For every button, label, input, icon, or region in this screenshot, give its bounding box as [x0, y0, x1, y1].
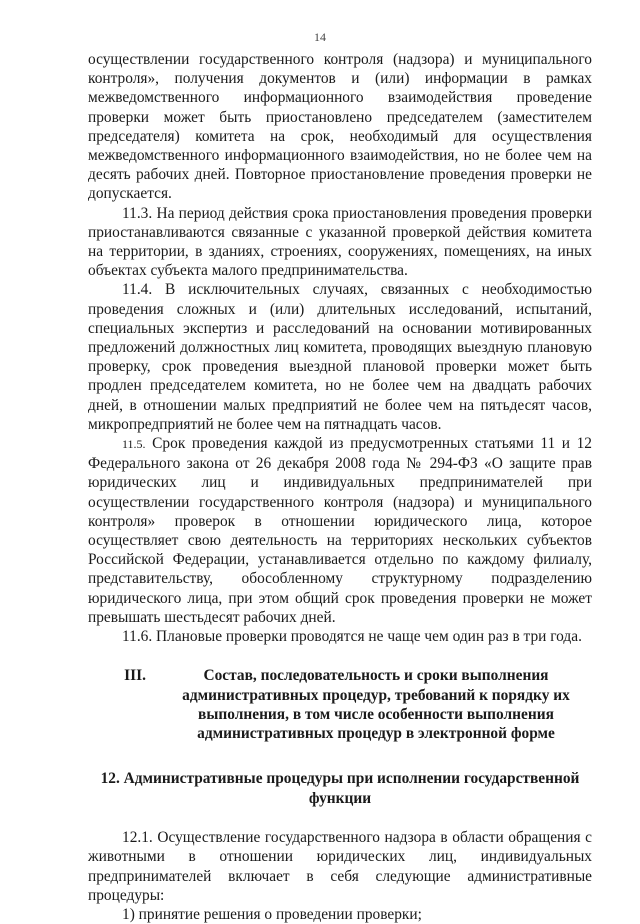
paragraph-11-5-number: 11.5. — [122, 437, 146, 452]
paragraph-continuation: осуществлении государственного контроля (надзора) и муниципального контроля», получения документов и (или) информации в рамках межведомственного информационного взаимодействия проведение проверки может быть приостановлено председателем (заместителем председателя) комитета на срок, необходимый для осуществления межведомственного информационного взаимодействия, но не более чем на десять рабочих дней. Повторное приостановление проведения проверки не допускается. — [88, 51, 592, 203]
top-spacer — [88, 30, 592, 50]
paragraph-11-5-text: Срок проведения каждой из предусмотренных статьями 11 и 12 Федерального закона от 26 декабря 2008 года № 294-ФЗ «О защите прав юридических лиц и индивидуальных предпринимателей при осуществлении государственного контроля (надзора) и муниципального контроля» проверок в отношении юридического лица, которое осуществляет свою деятельность на территориях нескольких субъектов Российской Федерации, устанавливается отдельно по каждому филиалу, представительству, обособленному структурному подразделению юридического лица, при этом общий срок проведения проверки не может превышать шестьдесят рабочих дней. — [88, 435, 592, 626]
page-number: 14 — [314, 30, 326, 44]
paragraph-11-5 — [88, 434, 592, 627]
section-iii-title: Состав, последовательность и сроки выполнения административных процедур, требований к порядку их выполнения, в том числе особенности выполнения административных процедур в электронной форме — [182, 667, 570, 742]
section-iii-roman: III. — [124, 667, 146, 685]
paragraph-11-6: 11.6. Плановые проверки проводятся не чаще чем один раз в три года. — [122, 628, 582, 646]
list-item-1: 1) принятие решения о проведении проверки; — [122, 905, 422, 923]
section-iii-heading — [88, 666, 592, 743]
document-body — [88, 30, 592, 924]
paragraph-11-3: 11.3. На период действия срока приостановления проведения проверки приостанавливаются связанные с указанной проверкой действия комитета на территории, в зданиях, строениях, сооружениях, помещениях, на иных объектах субъекта малого предпринимательства. — [88, 204, 592, 280]
section-12-heading: 12. Административные процедуры при исполнении государственной функции — [100, 770, 580, 807]
paragraph-11-4: 11.4. В исключительных случаях, связанных с необходимостью проведения сложных и (или) длительных исследований, испытаний, специальных экспертиз и расследований на основании мотивированных предложений должностных лиц комитета, проводящих выездную плановую проверку, срок проведения выездной плановой проверки может быть продлен председателем комитета, но не более чем на двадцать рабочих дней, в отношении малых предприятий не более чем на пятьдесят часов, микропредприятий не более чем на пятнадцать часов. — [88, 281, 592, 433]
paragraph-12-1: 12.1. Осуществление государственного надзора в области обращения с животными в отношении юридических лиц, индивидуальных предпринимателей включает в себя следующие административные процедуры: — [88, 829, 592, 904]
